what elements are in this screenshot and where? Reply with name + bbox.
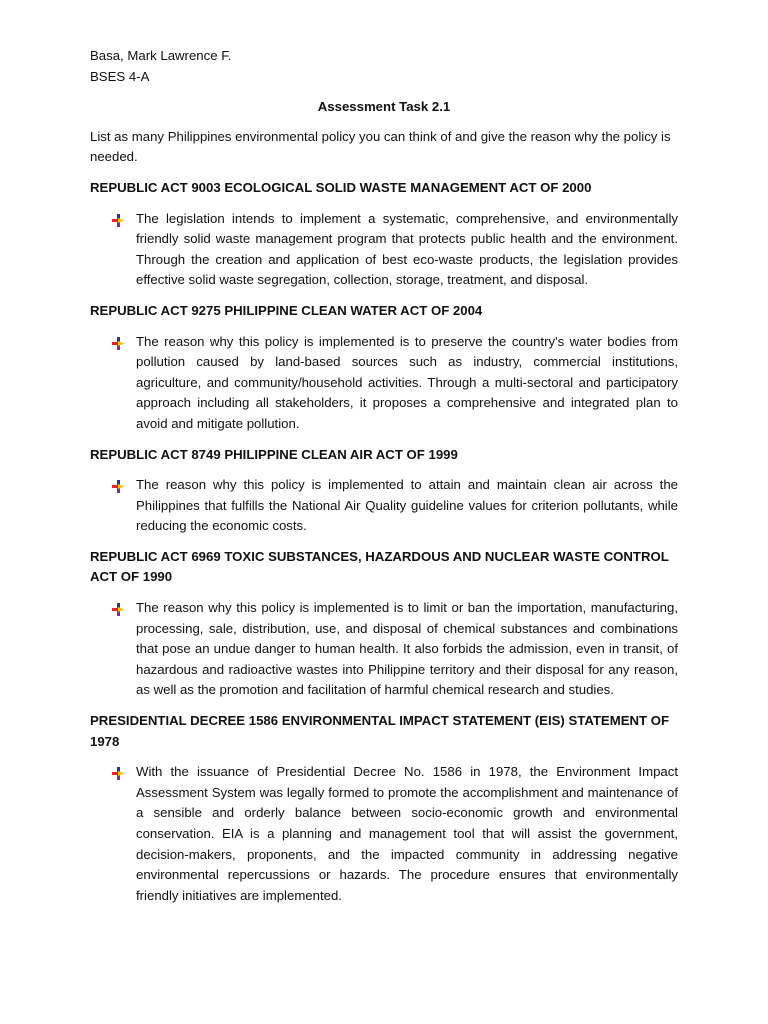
- arrow-bullet-icon: [112, 336, 125, 349]
- arrow-bullet-icon: [112, 602, 125, 615]
- policy-block-5: [90, 711, 678, 906]
- arrow-bullet-icon: [112, 213, 125, 226]
- policy-heading: PRESIDENTIAL DECREE 1586 ENVIRONMENTAL IMPACT STATEMENT (EIS) STATEMENT OF 1978: [90, 713, 670, 749]
- policy-reason: The reason why this policy is implemented to attain and maintain clean air across the Philippines that fulfills the National Air Quality guideline values for criterion pollutants, while reducing the economic costs.: [136, 477, 678, 534]
- list-item: [90, 762, 678, 906]
- list-item: [90, 332, 678, 435]
- policy-reason: With the issuance of Presidential Decree No. 1586 in 1978, the Environment Impact Assessment System was legally formed to promote the accomplishment and maintenance of a sensible and orderly balance between socio-economic growth and environmental conservation. EIA is a planning and management tool that will assist the government, decision-makers, proponents, and the impacted community in addressing negative environmental repercussions or hazards. The procedure ensures that environmentally friendly initiatives are implemented.: [136, 764, 678, 903]
- arrow-bullet-icon: [112, 479, 125, 492]
- list-item: [90, 209, 678, 291]
- policy-heading: REPUBLIC ACT 8749 PHILIPPINE CLEAN AIR ACT OF 1999: [90, 446, 458, 462]
- policy-block-1: [90, 178, 678, 291]
- page-title: Assessment Task 2.1: [317, 99, 451, 115]
- list-item: [90, 475, 678, 537]
- document-page: [90, 46, 678, 906]
- policy-block-4: [90, 547, 678, 701]
- student-section: BSES 4-A: [90, 68, 150, 84]
- policy-block-2: [90, 301, 678, 435]
- author-name: Basa, Mark Lawrence F.: [90, 48, 232, 63]
- arrow-bullet-icon: [112, 766, 125, 779]
- policy-heading: REPUBLIC ACT 6969 TOXIC SUBSTANCES, HAZARDOUS AND NUCLEAR WASTE CONTROL ACT OF 1990: [90, 548, 669, 585]
- list-item: [90, 598, 678, 701]
- policy-reason: The reason why this policy is implemented is to preserve the country's water bodies from pollution caused by land-based sources such as industry, commercial institutions, agriculture, and community/household activities. Through a multi-sectoral and participatory approach including all stakeholders, it proposes a comprehensive and integrated plan to avoid and mitigate pollution.: [136, 333, 678, 431]
- policy-heading: REPUBLIC ACT 9275 PHILIPPINE CLEAN WATER ACT OF 2004: [90, 302, 483, 318]
- policy-reason: The reason why this policy is implemented is to limit or ban the importation, manufacturing, processing, sale, distribution, use, and disposal of chemical substances and combinations that pose an undue danger to human health. It also forbids the admission, even in transit, of hazardous and radioactive wastes into Philippine territory and their disposal for any reason, as well as the promotion and facilitation of harmful chemical research and studies.: [136, 600, 678, 698]
- policy-reason: The legislation intends to implement a systematic, comprehensive, and environmentally friendly solid waste management program that protects public health and the environment. Through the creation and application of best eco-waste products, the legislation provides effective solid waste segregation, collection, storage, treatment, and disposal.: [136, 210, 678, 288]
- policy-block-3: [90, 445, 678, 537]
- task-instructions: List as many Philippines environmental policy you can think of and give the reason why the policy is needed.: [90, 128, 671, 165]
- policy-heading: REPUBLIC ACT 9003 ECOLOGICAL SOLID WASTE MANAGEMENT ACT OF 2000: [90, 179, 592, 195]
